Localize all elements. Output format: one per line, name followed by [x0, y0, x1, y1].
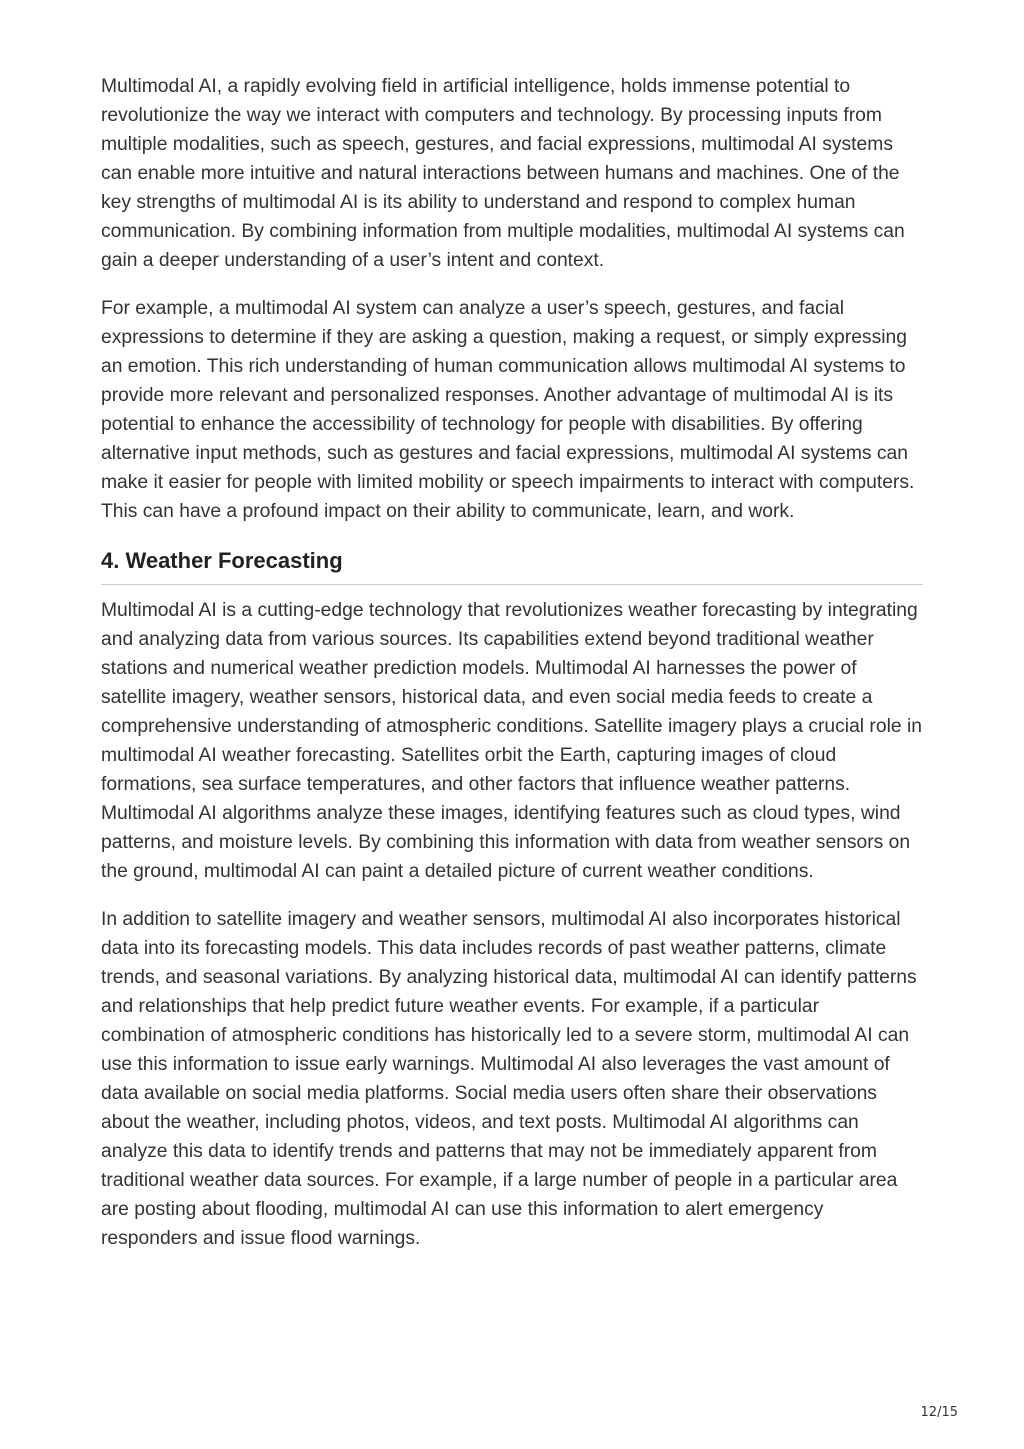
document-page [101, 72, 923, 1272]
section-heading-weather-forecasting: 4. Weather Forecasting [101, 547, 923, 585]
paragraph-weather-overview: Multimodal AI is a cutting-edge technology that revolutionizes weather forecasting by integrating and analyzing data from various sources. Its capabilities extend beyond traditional weather stations and numerical weather prediction models. Multimodal AI harnesses the power of satellite imagery, weather sensors, historical data, and even social media feeds to create a comprehensive understanding of atmospheric conditions. Satellite imagery plays a crucial role in multimodal AI weather forecasting. Satellites orbit the Earth, capturing images of cloud formations, sea surface temperatures, and other factors that influence weather patterns. Multimodal AI algorithms analyze these images, identifying features such as cloud types, wind patterns, and moisture levels. By combining this information with data from weather sensors on the ground, multimodal AI can paint a detailed picture of current weather conditions. [101, 600, 922, 882]
paragraph-multimodal-intro: Multimodal AI, a rapidly evolving field in artificial intelligence, holds immense potential to revolutionize the way we interact with computers and technology. By processing inputs from multiple modalities, such as speech, gestures, and facial expressions, multimodal AI systems can enable more intuitive and natural interactions between humans and machines. One of the key strengths of multimodal AI is its ability to understand and respond to complex human communication. By combining information from multiple modalities, multimodal AI systems can gain a deeper understanding of a user’s intent and context. [101, 76, 905, 271]
paragraph-multimodal-example: For example, a multimodal AI system can analyze a user’s speech, gestures, and facial expressions to determine if they are asking a question, making a request, or simply expressing an emotion. This rich understanding of human communication allows multimodal AI systems to provide more relevant and personalized responses. Another advantage of multimodal AI is its potential to enhance the accessibility of technology for people with disabilities. By offering alternative input methods, such as gestures and facial expressions, multimodal AI systems can make it easier for people with limited mobility or speech impairments to interact with computers. This can have a profound impact on their ability to communicate, learn, and work. [101, 298, 915, 522]
page-number: 12/15 [920, 1405, 958, 1420]
paragraph-weather-historical: In addition to satellite imagery and weather sensors, multimodal AI also incorporates historical data into its forecasting models. This data includes records of past weather patterns, climate trends, and seasonal variations. By analyzing historical data, multimodal AI can identify patterns and relationships that help predict future weather events. For example, if a particular combination of atmospheric conditions has historically led to a severe storm, multimodal AI can use this information to issue early warnings. Multimodal AI also leverages the vast amount of data available on social media platforms. Social media users often share their observations about the weather, including photos, videos, and text posts. Multimodal AI algorithms can analyze this data to identify trends and patterns that may not be immediately apparent from traditional weather data sources. For example, if a large number of people in a particular area are posting about flooding, multimodal AI can use this information to alert emergency responders and issue flood warnings. [101, 909, 917, 1249]
